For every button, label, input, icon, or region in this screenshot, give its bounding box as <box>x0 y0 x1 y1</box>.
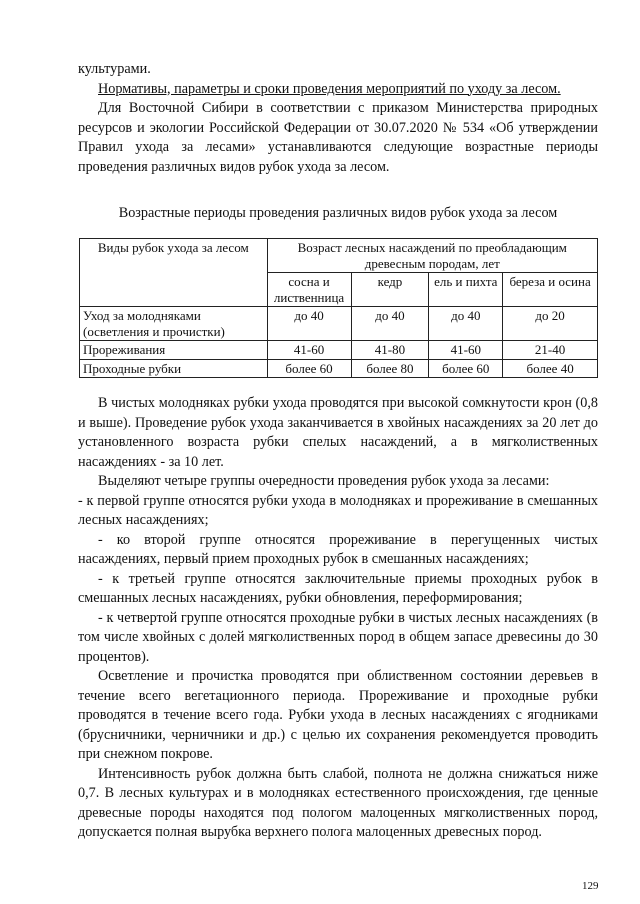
page-number: 129 <box>582 880 599 892</box>
species-header: кедр <box>351 273 429 307</box>
table-cell: более 80 <box>351 359 429 378</box>
species-header: береза и осина <box>503 273 598 307</box>
header-age: Возраст лесных насаждений по преобладающим древесным породам, лет <box>267 239 597 273</box>
row-type: Проходные рубки <box>80 359 268 378</box>
row-type: Прореживания <box>80 341 268 360</box>
intro-paragraph: Для Восточной Сибири в соответствии с приказом Министерства природных ресурсов и экологии Российской Федерации от 30.07.2020 № 534 «Об утверждении Правил ухода за лесами» устанавливаются следующие возрастные периоды проведения различных видов рубок ухода за лесом. <box>78 100 598 175</box>
section-heading: Нормативы, параметры и сроки проведения мероприятий по уходу за лесом. <box>98 80 561 97</box>
list-item: - ко второй группе относятся прореживание в перегущенных чистых насаждениях, первый прием проходных рубок в смешанных насаждениях; <box>78 531 598 567</box>
table-cell: более 40 <box>503 359 598 378</box>
table-row <box>80 307 598 341</box>
table-cell: 41-60 <box>429 341 503 360</box>
table-cell: до 40 <box>429 307 503 341</box>
table-cell: более 60 <box>429 359 503 378</box>
table-cell: до 40 <box>267 307 351 341</box>
species-header: ель и пихта <box>429 273 503 307</box>
header-cutting-type: Виды рубок ухода за лесом <box>80 239 268 307</box>
body-text-block <box>78 394 598 843</box>
paragraph: Выделяют четыре группы очередности проведения рубок ухода за лесами: <box>98 473 550 489</box>
table-cell: более 60 <box>267 359 351 378</box>
paragraph: Осветление и прочистка проводятся при облиственном состоянии деревьев в течение всего вегетационного периода. Прореживание и проходные рубки проводятся в течение всего года. Рубки ухода в лесных насаждениях с ягодниками (брусничники, черничники и др.) с целью их сохранения рекомендуется проводить при снежном покрове. <box>78 668 598 762</box>
table-cell: 41-80 <box>351 341 429 360</box>
list-item: - к третьей группе относятся заключительные приемы проходных рубок в смешанных лесных насаждениях, рубки обновления, переформирования; <box>78 570 598 606</box>
top-text-block <box>78 60 598 177</box>
row-type: Уход за молодняками (осветления и прочистки) <box>80 307 268 341</box>
table-row <box>80 341 598 360</box>
table-caption-block <box>78 204 598 224</box>
paragraph: В чистых молодняках рубки ухода проводятся при высокой сомкнутости крон (0,8 и выше). Проведение рубок ухода заканчивается в хвойных насаждениях за 20 лет до установленного возраста рубки спелых насаждений, а в мягколиственных насаждениях - за 10 лет. <box>78 395 598 470</box>
list-item: - к первой группе относятся рубки ухода в молодняках и прореживание в смешанных лесных насаждениях; <box>78 492 598 528</box>
continuation-line: культурами. <box>78 61 151 77</box>
species-header: сосна и лиственница <box>267 273 351 307</box>
list-item: - к четвертой группе относятся проходные рубки в чистых лесных насаждениях (в том числе хвойных с долей мягколиственных пород в общем запасе древесины до 30 процентов). <box>78 609 598 665</box>
table-cell: до 20 <box>503 307 598 341</box>
table-cell: 21-40 <box>503 341 598 360</box>
table-cell: 41-60 <box>267 341 351 360</box>
age-periods-table <box>79 238 598 378</box>
table-caption: Возрастные периоды проведения различных видов рубок ухода за лесом <box>118 205 558 221</box>
table-row <box>80 359 598 378</box>
paragraph: Интенсивность рубок должна быть слабой, полнота не должна снижаться ниже 0,7. В лесных культурах и в молодняках естественного происхождения, где ценные древесные породы находятся под пологом малоценных мягколиственных пород, допускается полная вырубка верхнего полога малоценных древесных пород. <box>78 765 598 840</box>
table-cell: до 40 <box>351 307 429 341</box>
